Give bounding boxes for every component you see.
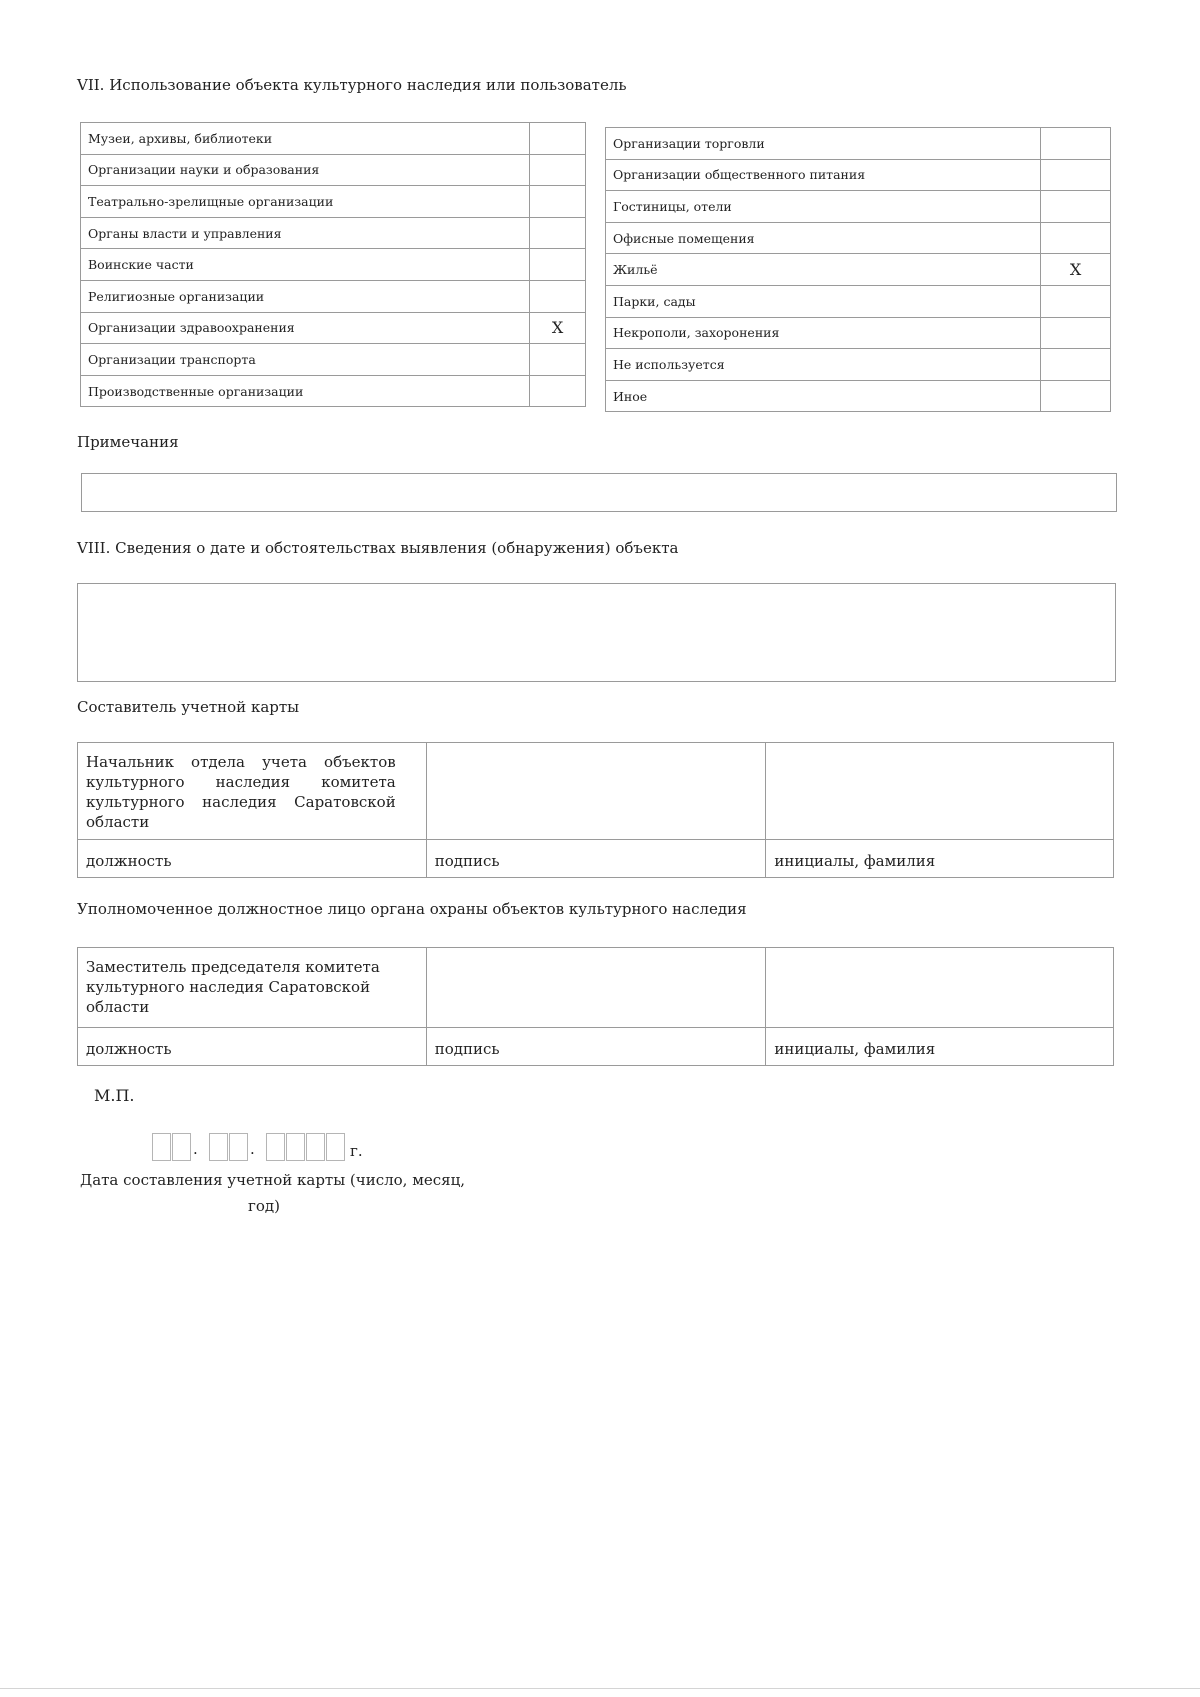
usage-label: Музеи, архивы, библиотеки <box>81 123 530 155</box>
official-title: Уполномоченное должностное лицо органа охраны объектов культурного наследия <box>77 900 747 918</box>
usage-row <box>81 154 586 186</box>
usage-checkbox[interactable] <box>530 217 586 249</box>
usage-checkbox[interactable] <box>530 186 586 218</box>
date-label-continued: год) <box>248 1197 280 1215</box>
stamp-label: М.П. <box>94 1086 135 1105</box>
usage-label: Производственные организации <box>81 375 530 407</box>
usage-row <box>81 344 586 376</box>
usage-table-right <box>605 127 1111 412</box>
usage-row <box>606 191 1111 223</box>
usage-label: Некрополи, захоронения <box>606 317 1041 349</box>
official-name-caption: инициалы, фамилия <box>766 1028 1114 1066</box>
usage-checkbox[interactable] <box>530 344 586 376</box>
usage-table-left <box>80 122 586 407</box>
date-month-digit[interactable] <box>209 1133 228 1161</box>
compiler-signature-caption: подпись <box>426 840 766 878</box>
usage-checkbox[interactable] <box>530 154 586 186</box>
section-8-title: VIII. Сведения о дате и обстоятельствах выявления (обнаружения) объекта <box>77 539 679 557</box>
date-label: Дата составления учетной карты (число, месяц, <box>80 1171 466 1189</box>
compiler-position: Начальник отдела учета объектов культурного наследия комитета культурного наследия Саратовской области <box>78 743 427 840</box>
usage-label: Гостиницы, отели <box>606 191 1041 223</box>
official-position-caption: должность <box>78 1028 427 1066</box>
date-year-suffix: г. <box>350 1142 363 1160</box>
date-separator: . <box>250 1140 255 1158</box>
usage-row <box>81 186 586 218</box>
usage-row <box>606 222 1111 254</box>
usage-row <box>81 312 586 344</box>
usage-label: Театрально-зрелищные организации <box>81 186 530 218</box>
date-year-digit[interactable] <box>286 1133 305 1161</box>
usage-row <box>606 254 1111 286</box>
compiler-name-caption: инициалы, фамилия <box>766 840 1114 878</box>
official-signature-caption: подпись <box>426 1028 766 1066</box>
official-position: Заместитель председателя комитета культурного наследия Саратовской области <box>78 948 427 1028</box>
usage-checkbox[interactable] <box>1041 349 1111 381</box>
notes-field[interactable] <box>81 473 1117 512</box>
usage-checkbox[interactable] <box>1041 128 1111 160</box>
usage-row <box>606 285 1111 317</box>
usage-label: Иное <box>606 380 1041 412</box>
usage-row <box>606 349 1111 381</box>
official-signature-field[interactable] <box>426 948 766 1028</box>
usage-checkbox[interactable] <box>530 123 586 155</box>
discovery-field[interactable] <box>77 583 1116 682</box>
usage-row <box>81 217 586 249</box>
usage-label: Организации здравоохранения <box>81 312 530 344</box>
usage-row <box>81 249 586 281</box>
usage-label: Организации общественного питания <box>606 159 1041 191</box>
compiler-table <box>77 742 1114 878</box>
usage-checkbox[interactable] <box>530 375 586 407</box>
official-table <box>77 947 1114 1066</box>
usage-label: Не используется <box>606 349 1041 381</box>
usage-label: Воинские части <box>81 249 530 281</box>
usage-label: Религиозные организации <box>81 280 530 312</box>
usage-checkbox[interactable] <box>530 249 586 281</box>
usage-checkbox[interactable]: X <box>1041 254 1111 286</box>
usage-row <box>81 280 586 312</box>
usage-label: Офисные помещения <box>606 222 1041 254</box>
official-name-field[interactable] <box>766 948 1114 1028</box>
date-separator: . <box>193 1140 198 1158</box>
usage-checkbox[interactable] <box>1041 191 1111 223</box>
usage-checkbox[interactable] <box>1041 285 1111 317</box>
compiler-title: Составитель учетной карты <box>77 698 300 716</box>
date-year-digit[interactable] <box>326 1133 345 1161</box>
compiler-name-field[interactable] <box>766 743 1114 840</box>
compiler-signature-field[interactable] <box>426 743 766 840</box>
notes-title: Примечания <box>77 433 179 451</box>
usage-row <box>606 380 1111 412</box>
date-month-digit[interactable] <box>229 1133 248 1161</box>
usage-label: Органы власти и управления <box>81 217 530 249</box>
date-day-digit[interactable] <box>172 1133 191 1161</box>
usage-row <box>606 128 1111 160</box>
usage-checkbox[interactable] <box>1041 380 1111 412</box>
usage-checkbox[interactable] <box>1041 222 1111 254</box>
usage-label: Организации науки и образования <box>81 154 530 186</box>
compiler-position-caption: должность <box>78 840 427 878</box>
usage-row <box>606 317 1111 349</box>
usage-checkbox[interactable] <box>1041 159 1111 191</box>
usage-label: Организации торговли <box>606 128 1041 160</box>
usage-row <box>606 159 1111 191</box>
usage-row <box>81 375 586 407</box>
usage-checkbox[interactable] <box>1041 317 1111 349</box>
usage-label: Жильё <box>606 254 1041 286</box>
usage-label: Организации транспорта <box>81 344 530 376</box>
section-7-title: VII. Использование объекта культурного наследия или пользователь <box>77 76 627 94</box>
date-day-digit[interactable] <box>152 1133 171 1161</box>
usage-checkbox[interactable] <box>530 280 586 312</box>
date-year-digit[interactable] <box>266 1133 285 1161</box>
usage-label: Парки, сады <box>606 285 1041 317</box>
usage-checkbox[interactable]: X <box>530 312 586 344</box>
date-year-digit[interactable] <box>306 1133 325 1161</box>
scan-edge <box>0 1688 1200 1689</box>
usage-row <box>81 123 586 155</box>
